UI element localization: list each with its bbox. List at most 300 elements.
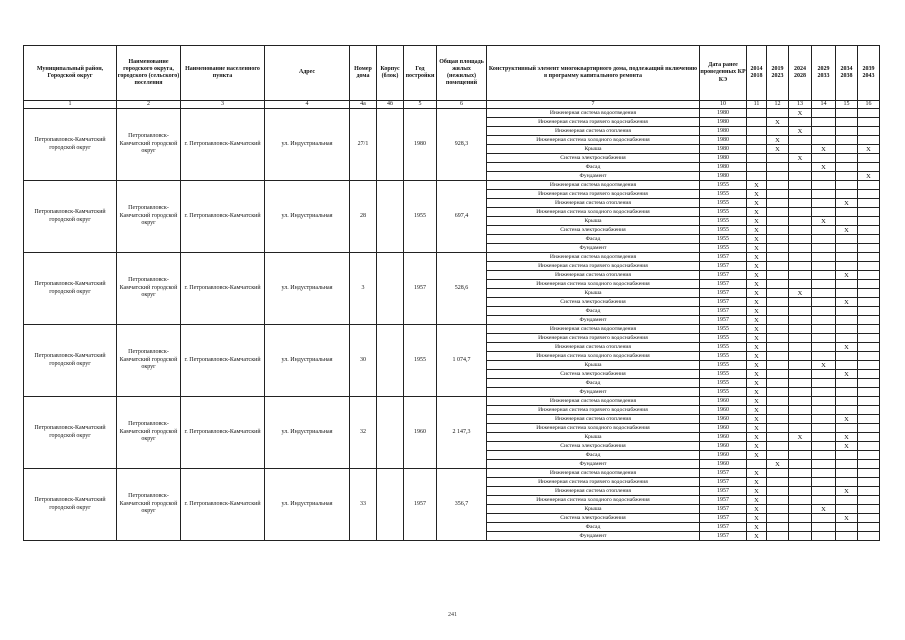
- period-mark-cell: [789, 343, 812, 352]
- element-name-cell: Система электроснабжения: [487, 298, 700, 307]
- period-mark-cell: [789, 514, 812, 523]
- period-mark-cell: [858, 253, 880, 262]
- period-mark-cell: [858, 199, 880, 208]
- header-period-1: 2014 2018: [747, 46, 767, 101]
- period-mark-cell: X: [747, 370, 767, 379]
- period-mark-cell: [767, 469, 789, 478]
- period-mark-cell: X: [747, 433, 767, 442]
- period-mark-cell: [767, 442, 789, 451]
- period-mark-cell: X: [747, 226, 767, 235]
- locality-cell: г. Петропавловск-Камчатский: [181, 181, 265, 253]
- header-house-number: Номер дома: [350, 46, 377, 101]
- prev-repair-date-cell: 1957: [700, 505, 747, 514]
- period-mark-cell: [812, 352, 836, 361]
- period-mark-cell: X: [747, 181, 767, 190]
- period-mark-cell: [767, 487, 789, 496]
- year-built-cell: 1980: [404, 109, 437, 181]
- period-mark-cell: X: [789, 127, 812, 136]
- period-mark-cell: X: [747, 235, 767, 244]
- period-mark-cell: [767, 361, 789, 370]
- period-mark-cell: [836, 361, 858, 370]
- prev-repair-date-cell: 1955: [700, 361, 747, 370]
- period-mark-cell: [836, 181, 858, 190]
- period-mark-cell: [747, 127, 767, 136]
- period-mark-cell: [812, 235, 836, 244]
- period-mark-cell: X: [747, 505, 767, 514]
- period-mark-cell: [858, 127, 880, 136]
- column-number: 10: [700, 101, 747, 109]
- locality-cell: г. Петропавловск-Камчатский: [181, 469, 265, 541]
- element-name-cell: Крыша: [487, 361, 700, 370]
- period-mark-cell: [789, 451, 812, 460]
- period-mark-cell: [858, 118, 880, 127]
- building-cell: [377, 469, 404, 541]
- period-mark-cell: [789, 505, 812, 514]
- period-mark-cell: [789, 388, 812, 397]
- prev-repair-date-cell: 1955: [700, 379, 747, 388]
- district-cell: Петропавловск-Камчатский городской округ: [24, 469, 117, 541]
- element-name-cell: Инженерная система холодного водоснабжения: [487, 208, 700, 217]
- settlement-cell: Петропавловск-Камчатский городской округ: [117, 397, 181, 469]
- period-mark-cell: [858, 217, 880, 226]
- prev-repair-date-cell: 1957: [700, 487, 747, 496]
- repair-program-sheet: [23, 45, 880, 541]
- locality-cell: г. Петропавловск-Камчатский: [181, 397, 265, 469]
- table-row: [24, 325, 880, 334]
- prev-repair-date-cell: 1980: [700, 163, 747, 172]
- period-mark-cell: X: [812, 217, 836, 226]
- period-mark-cell: [836, 352, 858, 361]
- prev-repair-date-cell: 1957: [700, 271, 747, 280]
- column-number: 11: [747, 101, 767, 109]
- period-mark-cell: [789, 244, 812, 253]
- prev-repair-date-cell: 1980: [700, 136, 747, 145]
- period-mark-cell: X: [858, 172, 880, 181]
- period-mark-cell: [789, 478, 812, 487]
- year-built-cell: 1960: [404, 397, 437, 469]
- period-mark-cell: [789, 163, 812, 172]
- period-mark-cell: X: [747, 325, 767, 334]
- address-cell: ул. Индустриальная: [265, 181, 350, 253]
- period-mark-cell: [812, 190, 836, 199]
- column-number: 3: [181, 101, 265, 109]
- period-mark-cell: [789, 298, 812, 307]
- period-mark-cell: [858, 235, 880, 244]
- header-row: [24, 46, 880, 101]
- house-number-cell: 3: [350, 253, 377, 325]
- area-cell: 356,7: [437, 469, 487, 541]
- prev-repair-date-cell: 1955: [700, 370, 747, 379]
- period-mark-cell: [812, 280, 836, 289]
- element-name-cell: Инженерная система горячего водоснабжения: [487, 262, 700, 271]
- period-mark-cell: [858, 478, 880, 487]
- period-mark-cell: [858, 163, 880, 172]
- page-number: 241: [448, 612, 457, 618]
- element-name-cell: Инженерная система горячего водоснабжения: [487, 118, 700, 127]
- period-mark-cell: [789, 145, 812, 154]
- period-mark-cell: X: [747, 271, 767, 280]
- period-mark-cell: [767, 289, 789, 298]
- period-mark-cell: [858, 226, 880, 235]
- district-cell: Петропавловск-Камчатский городской округ: [24, 253, 117, 325]
- period-mark-cell: [767, 154, 789, 163]
- period-mark-cell: [789, 442, 812, 451]
- period-mark-cell: X: [747, 424, 767, 433]
- period-mark-cell: [858, 415, 880, 424]
- column-number-row: [24, 101, 880, 109]
- period-mark-cell: X: [747, 451, 767, 460]
- district-cell: Петропавловск-Камчатский городской округ: [24, 325, 117, 397]
- period-mark-cell: X: [747, 334, 767, 343]
- column-number: 2: [117, 101, 181, 109]
- period-mark-cell: X: [747, 253, 767, 262]
- period-mark-cell: [812, 199, 836, 208]
- period-mark-cell: [812, 478, 836, 487]
- table-row: [24, 109, 880, 118]
- period-mark-cell: [789, 181, 812, 190]
- period-mark-cell: [812, 307, 836, 316]
- header-district: Муниципальный район, Городской округ: [24, 46, 117, 101]
- element-name-cell: Крыша: [487, 433, 700, 442]
- prev-repair-date-cell: 1980: [700, 145, 747, 154]
- period-mark-cell: [836, 478, 858, 487]
- period-mark-cell: X: [747, 280, 767, 289]
- address-cell: ул. Индустриальная: [265, 253, 350, 325]
- period-mark-cell: [767, 316, 789, 325]
- period-mark-cell: [836, 523, 858, 532]
- period-mark-cell: [789, 226, 812, 235]
- period-mark-cell: [767, 388, 789, 397]
- period-mark-cell: [767, 505, 789, 514]
- element-name-cell: Крыша: [487, 145, 700, 154]
- house-number-cell: 32: [350, 397, 377, 469]
- element-name-cell: Инженерная система отопления: [487, 415, 700, 424]
- period-mark-cell: [858, 136, 880, 145]
- column-number: 6: [437, 101, 487, 109]
- settlement-cell: Петропавловск-Камчатский городской округ: [117, 181, 181, 253]
- period-mark-cell: [836, 172, 858, 181]
- period-mark-cell: [858, 325, 880, 334]
- header-address: Адрес: [265, 46, 350, 101]
- period-mark-cell: [767, 352, 789, 361]
- period-mark-cell: X: [747, 217, 767, 226]
- locality-cell: г. Петропавловск-Камчатский: [181, 325, 265, 397]
- column-number: 7: [487, 101, 700, 109]
- period-mark-cell: X: [812, 163, 836, 172]
- period-mark-cell: [836, 451, 858, 460]
- period-mark-cell: [812, 109, 836, 118]
- element-name-cell: Инженерная система водоотведения: [487, 469, 700, 478]
- period-mark-cell: [858, 316, 880, 325]
- repair-program-table: [23, 45, 880, 541]
- period-mark-cell: X: [836, 433, 858, 442]
- period-mark-cell: [836, 505, 858, 514]
- prev-repair-date-cell: 1955: [700, 226, 747, 235]
- period-mark-cell: X: [747, 199, 767, 208]
- header-date-prev: Дата ранее проведенных КР КЭ: [700, 46, 747, 101]
- period-mark-cell: [812, 442, 836, 451]
- column-number: 12: [767, 101, 789, 109]
- district-cell: Петропавловск-Камчатский городской округ: [24, 397, 117, 469]
- period-mark-cell: [836, 280, 858, 289]
- period-mark-cell: [789, 307, 812, 316]
- column-number: 16: [858, 101, 880, 109]
- area-cell: 1 074,7: [437, 325, 487, 397]
- period-mark-cell: X: [747, 496, 767, 505]
- prev-repair-date-cell: 1955: [700, 190, 747, 199]
- column-number: 4б: [377, 101, 404, 109]
- element-name-cell: Инженерная система горячего водоснабжения: [487, 190, 700, 199]
- period-mark-cell: [836, 136, 858, 145]
- table-body: [24, 109, 880, 541]
- period-mark-cell: [789, 280, 812, 289]
- period-mark-cell: [767, 208, 789, 217]
- period-mark-cell: [836, 460, 858, 469]
- header-period-2: 2019 2023: [767, 46, 789, 101]
- element-name-cell: Система электроснабжения: [487, 154, 700, 163]
- period-mark-cell: [858, 352, 880, 361]
- period-mark-cell: X: [747, 208, 767, 217]
- period-mark-cell: [812, 154, 836, 163]
- header-period-6: 2039 2043: [858, 46, 880, 101]
- period-mark-cell: [836, 262, 858, 271]
- prev-repair-date-cell: 1960: [700, 442, 747, 451]
- period-mark-cell: [858, 289, 880, 298]
- period-mark-cell: [789, 415, 812, 424]
- period-mark-cell: [836, 163, 858, 172]
- period-mark-cell: [767, 451, 789, 460]
- element-name-cell: Система электроснабжения: [487, 514, 700, 523]
- period-mark-cell: [836, 496, 858, 505]
- period-mark-cell: X: [747, 514, 767, 523]
- period-mark-cell: X: [747, 190, 767, 199]
- period-mark-cell: [789, 424, 812, 433]
- element-name-cell: Инженерная система холодного водоснабжения: [487, 496, 700, 505]
- element-name-cell: Инженерная система водоотведения: [487, 325, 700, 334]
- period-mark-cell: [812, 469, 836, 478]
- period-mark-cell: [812, 244, 836, 253]
- period-mark-cell: [812, 172, 836, 181]
- period-mark-cell: [812, 334, 836, 343]
- period-mark-cell: [767, 127, 789, 136]
- year-built-cell: 1955: [404, 325, 437, 397]
- period-mark-cell: [858, 388, 880, 397]
- period-mark-cell: [858, 496, 880, 505]
- area-cell: 928,3: [437, 109, 487, 181]
- period-mark-cell: X: [767, 118, 789, 127]
- locality-cell: г. Петропавловск-Камчатский: [181, 253, 265, 325]
- period-mark-cell: [767, 235, 789, 244]
- area-cell: 697,4: [437, 181, 487, 253]
- period-mark-cell: X: [836, 271, 858, 280]
- period-mark-cell: [836, 325, 858, 334]
- prev-repair-date-cell: 1957: [700, 496, 747, 505]
- element-name-cell: Инженерная система водоотведения: [487, 181, 700, 190]
- column-number: 4а: [350, 101, 377, 109]
- period-mark-cell: [812, 316, 836, 325]
- period-mark-cell: X: [836, 487, 858, 496]
- prev-repair-date-cell: 1955: [700, 181, 747, 190]
- element-name-cell: Инженерная система отопления: [487, 343, 700, 352]
- period-mark-cell: [836, 253, 858, 262]
- address-cell: ул. Индустриальная: [265, 397, 350, 469]
- period-mark-cell: [812, 298, 836, 307]
- period-mark-cell: [836, 127, 858, 136]
- period-mark-cell: [812, 289, 836, 298]
- prev-repair-date-cell: 1955: [700, 208, 747, 217]
- period-mark-cell: [812, 451, 836, 460]
- period-mark-cell: X: [767, 145, 789, 154]
- period-mark-cell: [767, 370, 789, 379]
- prev-repair-date-cell: 1955: [700, 235, 747, 244]
- period-mark-cell: X: [747, 415, 767, 424]
- period-mark-cell: [858, 298, 880, 307]
- header-locality: Наименование населенного пункта: [181, 46, 265, 101]
- period-mark-cell: [789, 253, 812, 262]
- header-building: Корпус (блок): [377, 46, 404, 101]
- period-mark-cell: [858, 451, 880, 460]
- prev-repair-date-cell: 1980: [700, 154, 747, 163]
- prev-repair-date-cell: 1955: [700, 244, 747, 253]
- element-name-cell: Инженерная система отопления: [487, 199, 700, 208]
- period-mark-cell: [812, 397, 836, 406]
- period-mark-cell: X: [747, 262, 767, 271]
- prev-repair-date-cell: 1960: [700, 460, 747, 469]
- period-mark-cell: X: [747, 343, 767, 352]
- period-mark-cell: [812, 271, 836, 280]
- period-mark-cell: [767, 424, 789, 433]
- period-mark-cell: X: [747, 361, 767, 370]
- period-mark-cell: X: [836, 199, 858, 208]
- element-name-cell: Инженерная система водоотведения: [487, 109, 700, 118]
- period-mark-cell: [858, 190, 880, 199]
- house-number-cell: 28: [350, 181, 377, 253]
- prev-repair-date-cell: 1960: [700, 424, 747, 433]
- period-mark-cell: [767, 514, 789, 523]
- period-mark-cell: X: [812, 145, 836, 154]
- period-mark-cell: X: [747, 352, 767, 361]
- settlement-cell: Петропавловск-Камчатский городской округ: [117, 109, 181, 181]
- prev-repair-date-cell: 1957: [700, 532, 747, 541]
- area-cell: 2 147,3: [437, 397, 487, 469]
- period-mark-cell: [812, 415, 836, 424]
- building-cell: [377, 397, 404, 469]
- period-mark-cell: [789, 487, 812, 496]
- period-mark-cell: X: [858, 145, 880, 154]
- table-row: [24, 469, 880, 478]
- period-mark-cell: [789, 523, 812, 532]
- element-name-cell: Фасад: [487, 523, 700, 532]
- period-mark-cell: [767, 262, 789, 271]
- period-mark-cell: X: [747, 397, 767, 406]
- prev-repair-date-cell: 1955: [700, 217, 747, 226]
- prev-repair-date-cell: 1955: [700, 199, 747, 208]
- period-mark-cell: [767, 334, 789, 343]
- period-mark-cell: [812, 523, 836, 532]
- address-cell: ул. Индустриальная: [265, 325, 350, 397]
- period-mark-cell: [789, 532, 812, 541]
- prev-repair-date-cell: 1955: [700, 388, 747, 397]
- prev-repair-date-cell: 1957: [700, 523, 747, 532]
- prev-repair-date-cell: 1957: [700, 316, 747, 325]
- period-mark-cell: X: [747, 478, 767, 487]
- period-mark-cell: [836, 424, 858, 433]
- element-name-cell: Инженерная система отопления: [487, 271, 700, 280]
- period-mark-cell: X: [836, 370, 858, 379]
- element-name-cell: Система электроснабжения: [487, 370, 700, 379]
- area-cell: 528,6: [437, 253, 487, 325]
- prev-repair-date-cell: 1980: [700, 109, 747, 118]
- prev-repair-date-cell: 1960: [700, 415, 747, 424]
- period-mark-cell: [858, 343, 880, 352]
- period-mark-cell: [858, 271, 880, 280]
- table-row: [24, 253, 880, 262]
- period-mark-cell: [767, 280, 789, 289]
- element-name-cell: Крыша: [487, 217, 700, 226]
- element-name-cell: Фундамент: [487, 388, 700, 397]
- period-mark-cell: [836, 190, 858, 199]
- prev-repair-date-cell: 1955: [700, 352, 747, 361]
- period-mark-cell: [812, 460, 836, 469]
- period-mark-cell: X: [747, 316, 767, 325]
- period-mark-cell: [812, 496, 836, 505]
- period-mark-cell: [767, 325, 789, 334]
- year-built-cell: 1957: [404, 253, 437, 325]
- table-row: [24, 181, 880, 190]
- period-mark-cell: X: [747, 523, 767, 532]
- period-mark-cell: [836, 289, 858, 298]
- period-mark-cell: [789, 397, 812, 406]
- element-name-cell: Система электроснабжения: [487, 226, 700, 235]
- period-mark-cell: [767, 343, 789, 352]
- year-built-cell: 1955: [404, 181, 437, 253]
- period-mark-cell: [789, 199, 812, 208]
- period-mark-cell: X: [747, 388, 767, 397]
- element-name-cell: Инженерная система отопления: [487, 127, 700, 136]
- element-name-cell: Крыша: [487, 289, 700, 298]
- period-mark-cell: [747, 172, 767, 181]
- period-mark-cell: [767, 532, 789, 541]
- period-mark-cell: [789, 136, 812, 145]
- period-mark-cell: X: [747, 442, 767, 451]
- prev-repair-date-cell: 1960: [700, 451, 747, 460]
- period-mark-cell: [767, 496, 789, 505]
- address-cell: ул. Индустриальная: [265, 469, 350, 541]
- building-cell: [377, 253, 404, 325]
- element-name-cell: Инженерная система холодного водоснабжения: [487, 280, 700, 289]
- period-mark-cell: [789, 262, 812, 271]
- period-mark-cell: [812, 424, 836, 433]
- period-mark-cell: [836, 154, 858, 163]
- building-cell: [377, 181, 404, 253]
- element-name-cell: Инженерная система отопления: [487, 487, 700, 496]
- element-name-cell: Фундамент: [487, 316, 700, 325]
- header-area: Общая площадь жилых (нежилых) помещений: [437, 46, 487, 101]
- period-mark-cell: [747, 136, 767, 145]
- period-mark-cell: [812, 262, 836, 271]
- period-mark-cell: [812, 487, 836, 496]
- period-mark-cell: X: [747, 469, 767, 478]
- period-mark-cell: [812, 433, 836, 442]
- period-mark-cell: [767, 217, 789, 226]
- period-mark-cell: [812, 370, 836, 379]
- period-mark-cell: X: [789, 109, 812, 118]
- period-mark-cell: X: [836, 226, 858, 235]
- period-mark-cell: X: [747, 406, 767, 415]
- element-name-cell: Инженерная система водоотведения: [487, 253, 700, 262]
- period-mark-cell: [858, 487, 880, 496]
- district-cell: Петропавловск-Камчатский городской округ: [24, 181, 117, 253]
